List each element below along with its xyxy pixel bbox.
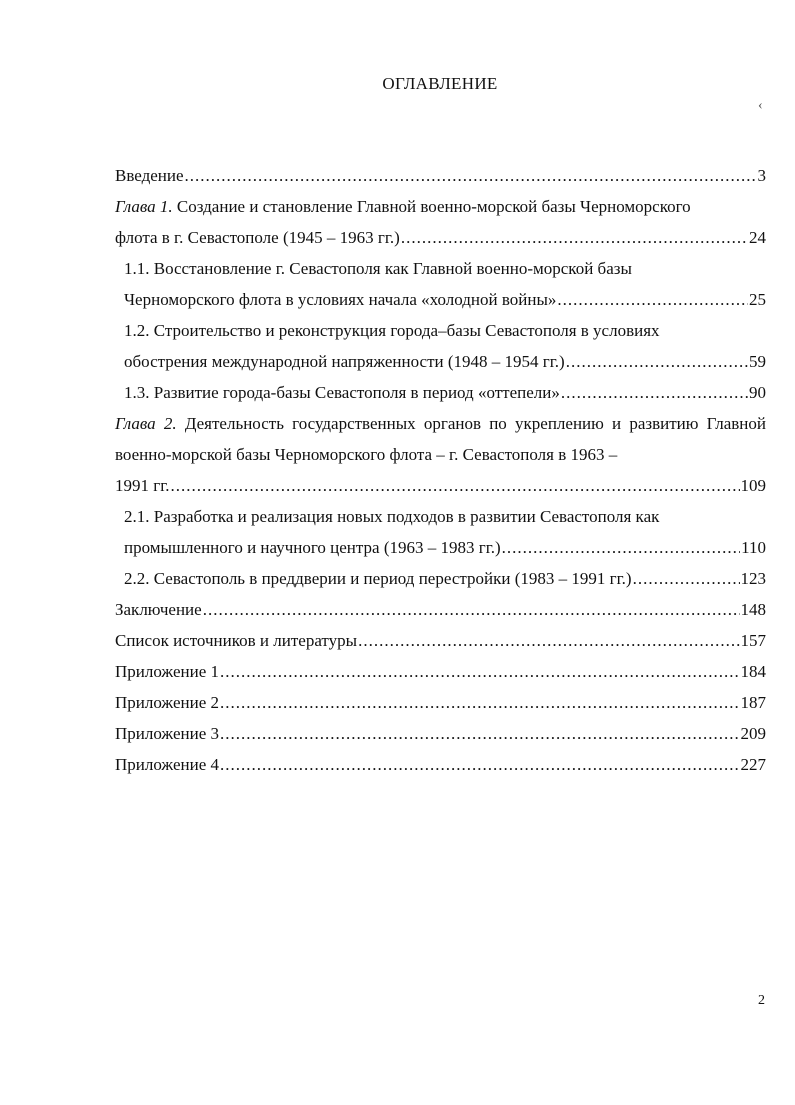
toc-entry-label: 1.1. Восстановление г. Севастополя как Главной военно-морской базы (124, 259, 632, 278)
toc-entry-label: Приложение 1 (115, 662, 219, 681)
toc-entry-2-2[interactable] (124, 563, 766, 594)
toc-entry-conclusion[interactable] (115, 594, 766, 625)
leader-dots (185, 160, 757, 191)
toc-entry-1-2[interactable] (124, 315, 766, 377)
toc-entry-page: 123 (740, 569, 766, 588)
leader-dots (566, 346, 748, 377)
toc-entry-page: 148 (740, 600, 766, 619)
toc-entry-page: 157 (740, 631, 766, 650)
toc-entry-chapter-1[interactable] (115, 191, 766, 253)
toc-entry-1-3[interactable] (124, 377, 766, 408)
page-number: 2 (758, 993, 765, 1008)
toc-entry-label: 1.2. Строительство и реконструкция города–базы Севастополя в условиях (124, 321, 660, 340)
toc-entry-chapter-2[interactable] (115, 408, 766, 501)
toc-entry-label: Заключение (115, 600, 202, 619)
toc-entry-label: Введение (115, 166, 184, 185)
toc-entry-page: 227 (740, 755, 766, 774)
toc-entry-appendix-1[interactable] (115, 656, 766, 687)
leader-dots (171, 470, 740, 501)
toc-entry-label-cont: Черноморского флота в условиях начала «холодной войны» (124, 290, 557, 309)
chapter-prefix: Глава 1. (115, 197, 173, 216)
toc-entry-label-cont: обострения международной напряженности (1948 – 1954 гг.) (124, 352, 565, 371)
toc-entry-label: 1.3. Развитие города-базы Севастополя в период «оттепели» (124, 383, 560, 402)
leader-dots (358, 625, 739, 656)
leader-dots (633, 563, 740, 594)
leader-dots (401, 222, 748, 253)
leader-dots (220, 687, 740, 718)
toc-entry-label: Приложение 4 (115, 755, 219, 774)
toc-entry-label: Деятельность государственных органов по укреплению и развитию Главной военно-морской базы Черноморского флота – г. Севастополя в 1963 – (115, 414, 766, 464)
toc-entry-sources[interactable] (115, 625, 766, 656)
toc-entry-page: 59 (749, 352, 766, 371)
leader-dots (557, 284, 748, 315)
page-title: ОГЛАВЛЕНИЕ (382, 74, 498, 93)
toc-entry-appendix-2[interactable] (115, 687, 766, 718)
toc-entry-2-1[interactable] (124, 501, 766, 563)
toc-entry-page: 187 (740, 693, 766, 712)
toc-entry-page: 184 (740, 662, 766, 681)
toc-entry-label: Создание и становление Главной военно-морской базы Черноморского (176, 197, 691, 216)
toc-entry-label-cont: 1991 гг. (115, 476, 170, 495)
toc-entry-page: 24 (749, 228, 766, 247)
leader-dots (203, 594, 740, 625)
toc-entry-page: 209 (740, 724, 766, 743)
toc-entry-label: Список источников и литературы (115, 631, 358, 650)
toc-entry-label: 2.2. Севастополь в преддверии и период перестройки (1983 – 1991 гг.) (124, 569, 632, 588)
toc-entry-page: 25 (749, 290, 766, 309)
toc-entry-page: 110 (741, 538, 766, 557)
toc-entry-label: Приложение 3 (115, 724, 219, 743)
toc-entry-page: 3 (757, 166, 766, 185)
toc-entry-page: 109 (740, 476, 766, 495)
toc-entry-appendix-4[interactable] (115, 749, 766, 780)
leader-dots (220, 749, 740, 780)
leader-dots (561, 377, 748, 408)
toc-entry-introduction[interactable] (115, 160, 766, 191)
leader-dots (220, 718, 740, 749)
chapter-prefix: Глава 2. (115, 414, 177, 433)
toc-entry-appendix-3[interactable] (115, 718, 766, 749)
toc-entry-label: Приложение 2 (115, 693, 219, 712)
corner-mark: ‹ (758, 98, 763, 113)
leader-dots (502, 532, 740, 563)
toc-entry-label-cont: флота в г. Севастополе (1945 – 1963 гг.) (115, 228, 400, 247)
table-of-contents (115, 160, 766, 780)
toc-entry-label-cont: промышленного и научного центра (1963 – 1983 гг.) (124, 538, 501, 557)
leader-dots (220, 656, 740, 687)
toc-entry-page: 90 (749, 383, 766, 402)
toc-entry-label: 2.1. Разработка и реализация новых подходов в развитии Севастополя как (124, 507, 660, 526)
toc-entry-1-1[interactable] (124, 253, 766, 315)
